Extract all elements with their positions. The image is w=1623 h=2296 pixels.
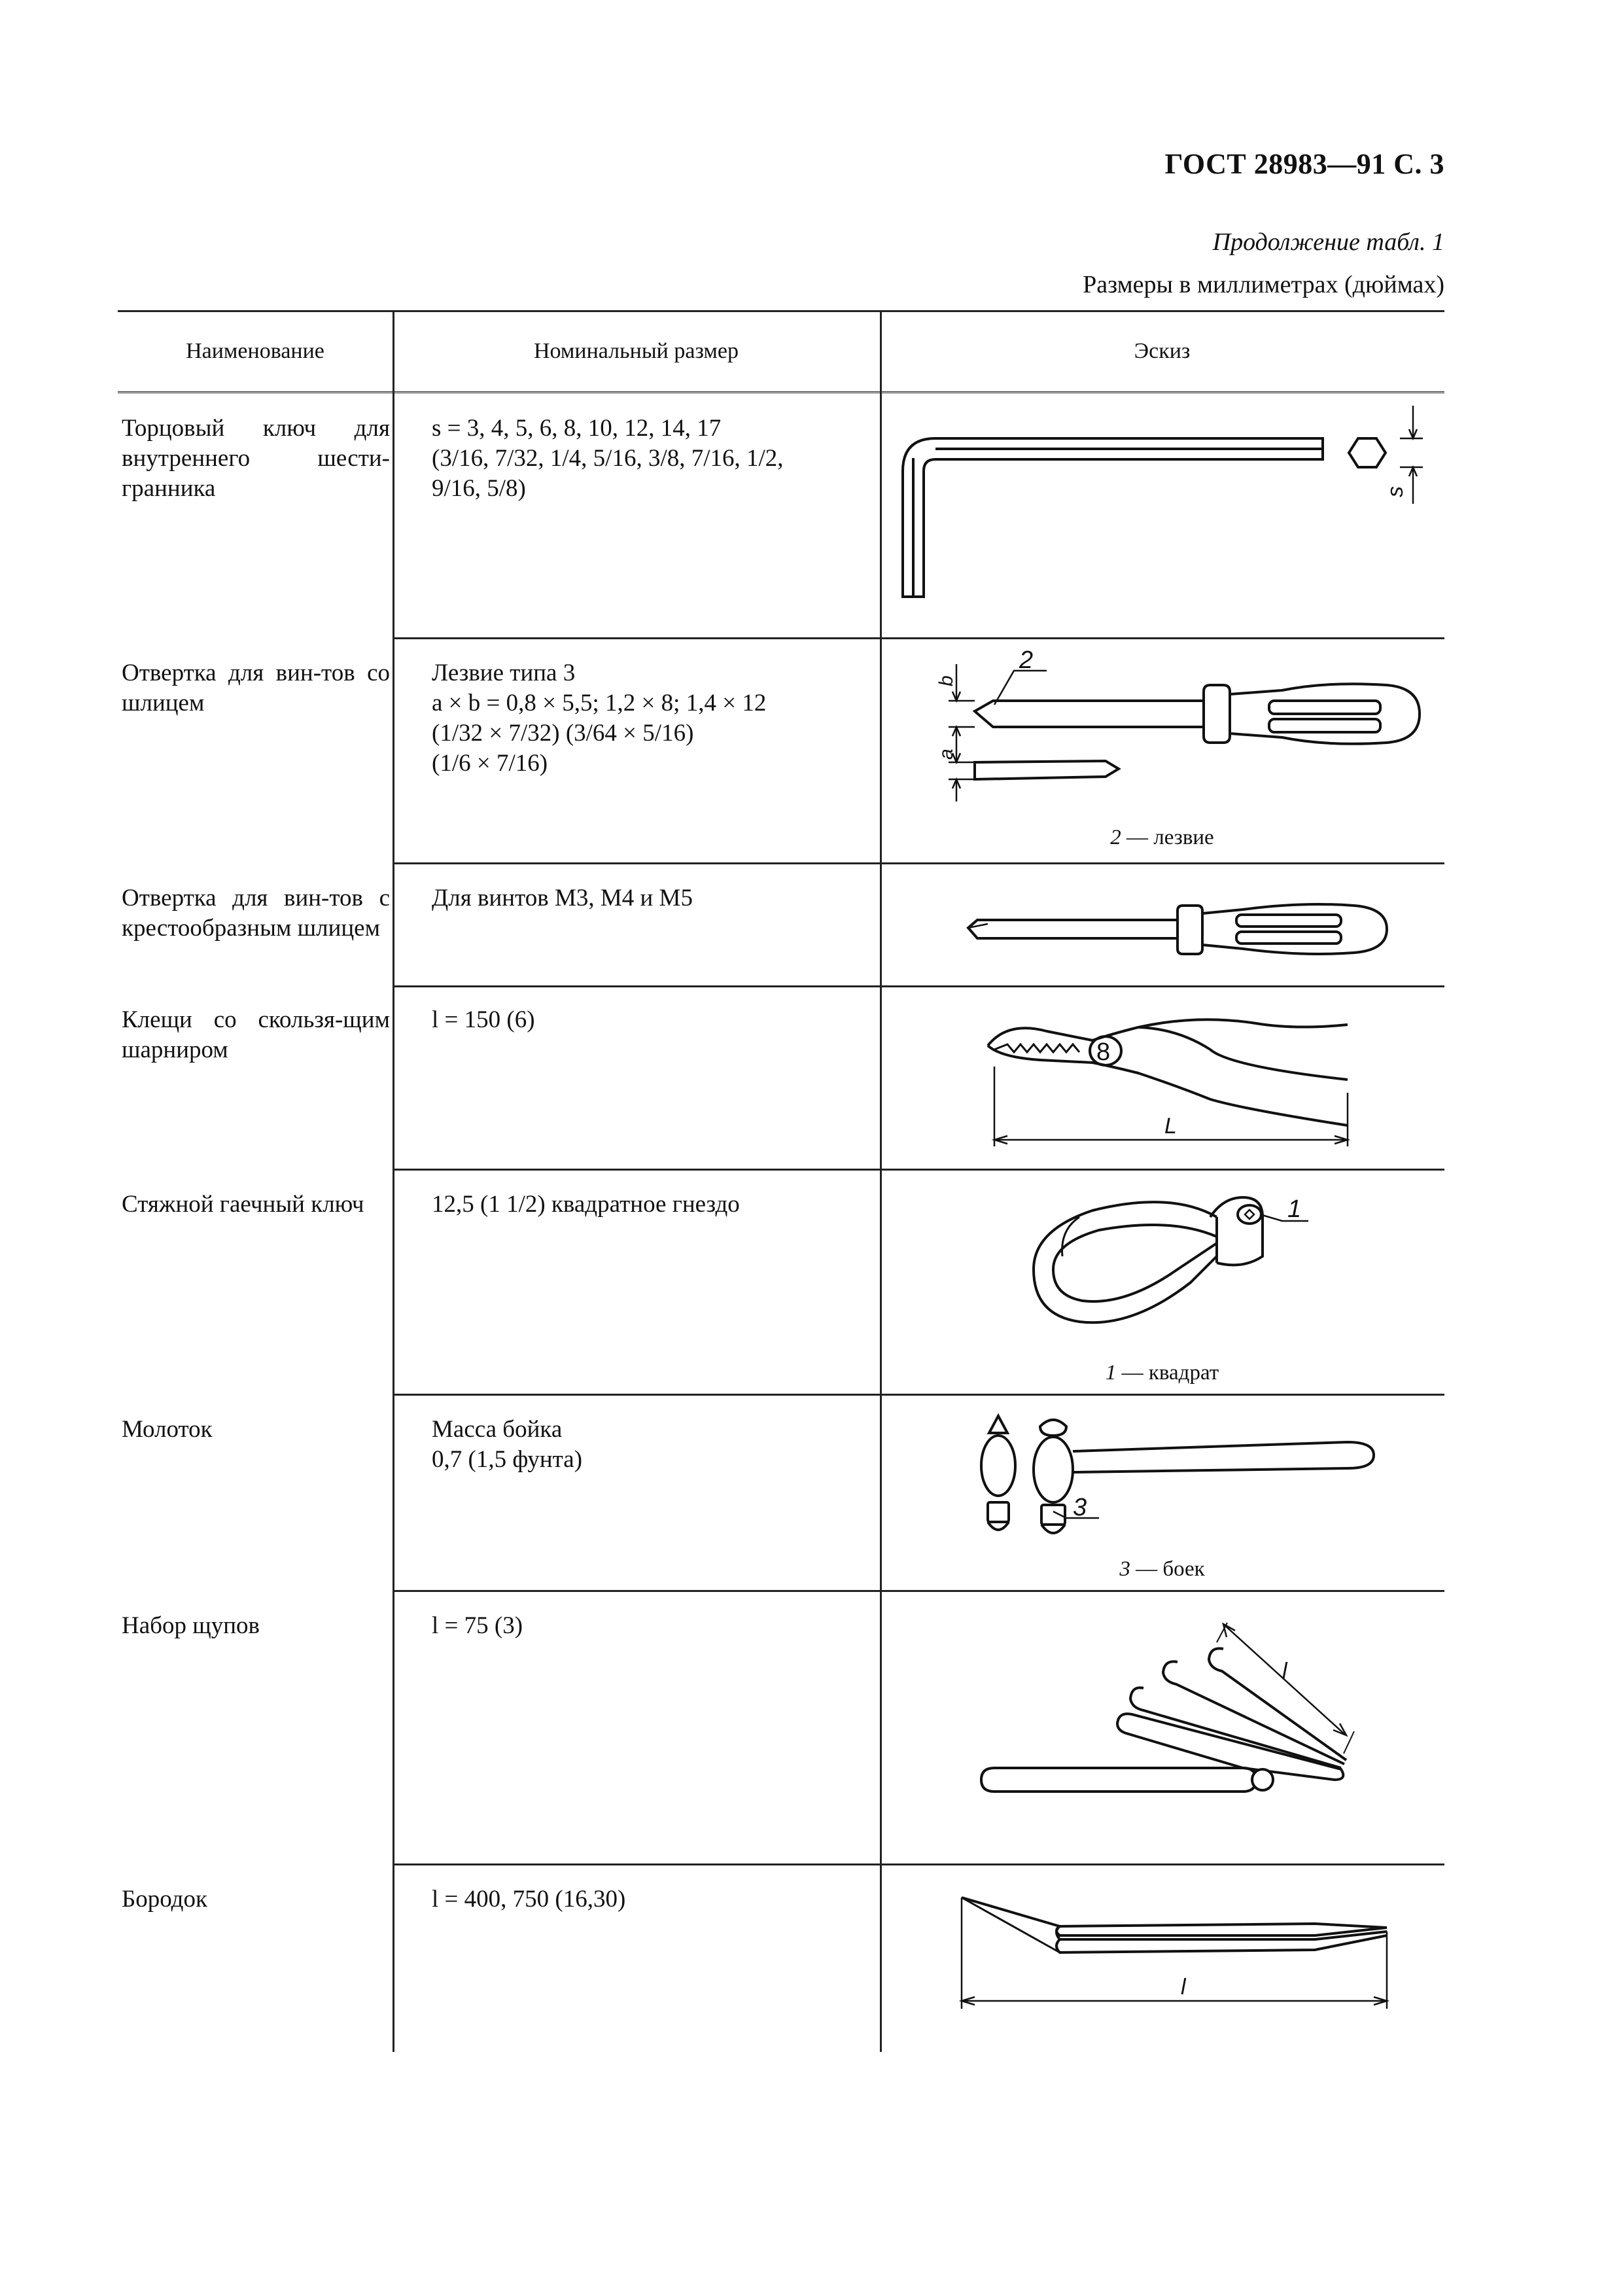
size-line: 0,7 (1,5 фунта) xyxy=(432,1446,583,1473)
cross-screwdriver-icon xyxy=(962,883,1420,968)
document-code: ГОСТ 28983—91 С. 3 xyxy=(1164,148,1444,180)
size-line: l = 150 (6) xyxy=(432,1006,535,1033)
caption-number: 2 xyxy=(1110,826,1121,849)
row-size xyxy=(432,414,877,504)
size-line: Для винтов М3, М4 и М5 xyxy=(432,885,693,911)
hex-key-icon xyxy=(890,406,1439,615)
size-line: 9/16, 5/8) xyxy=(432,475,526,502)
sketch-caption xyxy=(880,1361,1444,1385)
size-line: Масса бойка xyxy=(432,1416,563,1443)
size-line: Лезвие типа 3 xyxy=(432,660,576,686)
size-line: a × b = 0,8 × 5,5; 1,2 × 8; 1,4 × 12 xyxy=(432,690,767,716)
row-name: Молоток xyxy=(122,1416,213,1443)
strap-wrench-icon xyxy=(1021,1178,1335,1348)
row-name: Стяжной гаечный ключ xyxy=(122,1191,364,1218)
table-header-rule xyxy=(118,391,1444,397)
row-divider xyxy=(393,985,1444,987)
svg-text:8: 8 xyxy=(1096,1038,1111,1066)
row-divider xyxy=(393,1590,1444,1592)
row-size xyxy=(432,1415,877,1475)
caption-text: — лезвие xyxy=(1126,826,1214,849)
column-divider xyxy=(880,310,882,2052)
column-header-size: Номинальный размер xyxy=(533,339,739,363)
sketch-caption xyxy=(880,1557,1444,1581)
pliers-icon xyxy=(981,995,1374,1152)
row-divider xyxy=(393,1863,1444,1865)
row-divider xyxy=(393,862,1444,864)
sketch-label-3: 3 xyxy=(1073,1494,1087,1521)
size-line: (1/32 × 7/32) (3/64 × 5/16) xyxy=(432,720,694,747)
caption-text: — квадрат xyxy=(1121,1361,1219,1385)
column-header-name: Наименование xyxy=(186,339,324,363)
caption-number: 3 xyxy=(1119,1557,1130,1581)
size-line: 12,5 (1 1/2) квадратное гнездо xyxy=(432,1191,740,1218)
flat-screwdriver-icon xyxy=(916,645,1439,815)
column-divider xyxy=(393,310,394,2052)
table-top-rule xyxy=(118,310,1444,312)
punch-icon xyxy=(955,1884,1400,2015)
column-header-sketch: Эскиз xyxy=(1134,339,1191,363)
feeler-gauge-set-icon xyxy=(968,1597,1387,1819)
sketch-label-s: s xyxy=(1383,486,1408,497)
row-size xyxy=(432,658,877,779)
row-name: Отвертка для вин-тов со шлицем xyxy=(122,660,390,716)
size-line: (3/16, 7/32, 1/4, 5/16, 3/8, 7/16, 1/2, xyxy=(432,445,784,472)
hammer-icon xyxy=(955,1407,1400,1551)
sketch-label-l: l xyxy=(1282,1659,1287,1684)
row-name: Набор щупов xyxy=(122,1612,260,1639)
sketch-label-1: 1 xyxy=(1287,1195,1302,1223)
row-size xyxy=(432,1005,877,1035)
row-divider xyxy=(393,637,1444,639)
row-divider xyxy=(393,1169,1444,1171)
row-name: Клещи со скользя-щим шарниром xyxy=(122,1006,390,1063)
caption-text: — боек xyxy=(1136,1557,1205,1581)
row-size xyxy=(432,1190,877,1220)
size-line: (1/6 × 7/16) xyxy=(432,750,548,777)
row-size xyxy=(432,1611,877,1641)
caption-number: 1 xyxy=(1105,1361,1117,1385)
row-size xyxy=(432,1884,877,1915)
sketch-caption xyxy=(880,826,1444,850)
sketch-label-l: l xyxy=(1181,1975,1186,2000)
row-name: Отвертка для вин-тов с крестообразным шлицем xyxy=(122,885,390,942)
units-note: Размеры в миллиметрах (дюймах) xyxy=(1083,271,1444,298)
row-name: Торцовый ключ для внутреннего шести-гранника xyxy=(122,415,390,502)
sketch-label-a: a xyxy=(935,749,957,760)
sketch-label-L: L xyxy=(1164,1114,1177,1139)
row-divider xyxy=(393,1394,1444,1396)
size-line: l = 400, 750 (16,30) xyxy=(432,1886,626,1913)
row-name: Бородок xyxy=(122,1886,207,1913)
size-line: s = 3, 4, 5, 6, 8, 10, 12, 14, 17 xyxy=(432,415,722,442)
sketch-label-b: b xyxy=(935,675,957,686)
row-size xyxy=(432,883,877,913)
size-line: l = 75 (3) xyxy=(432,1612,523,1639)
sketch-label-2: 2 xyxy=(1019,646,1034,674)
table-continuation-note: Продолжение табл. 1 xyxy=(1212,228,1444,256)
